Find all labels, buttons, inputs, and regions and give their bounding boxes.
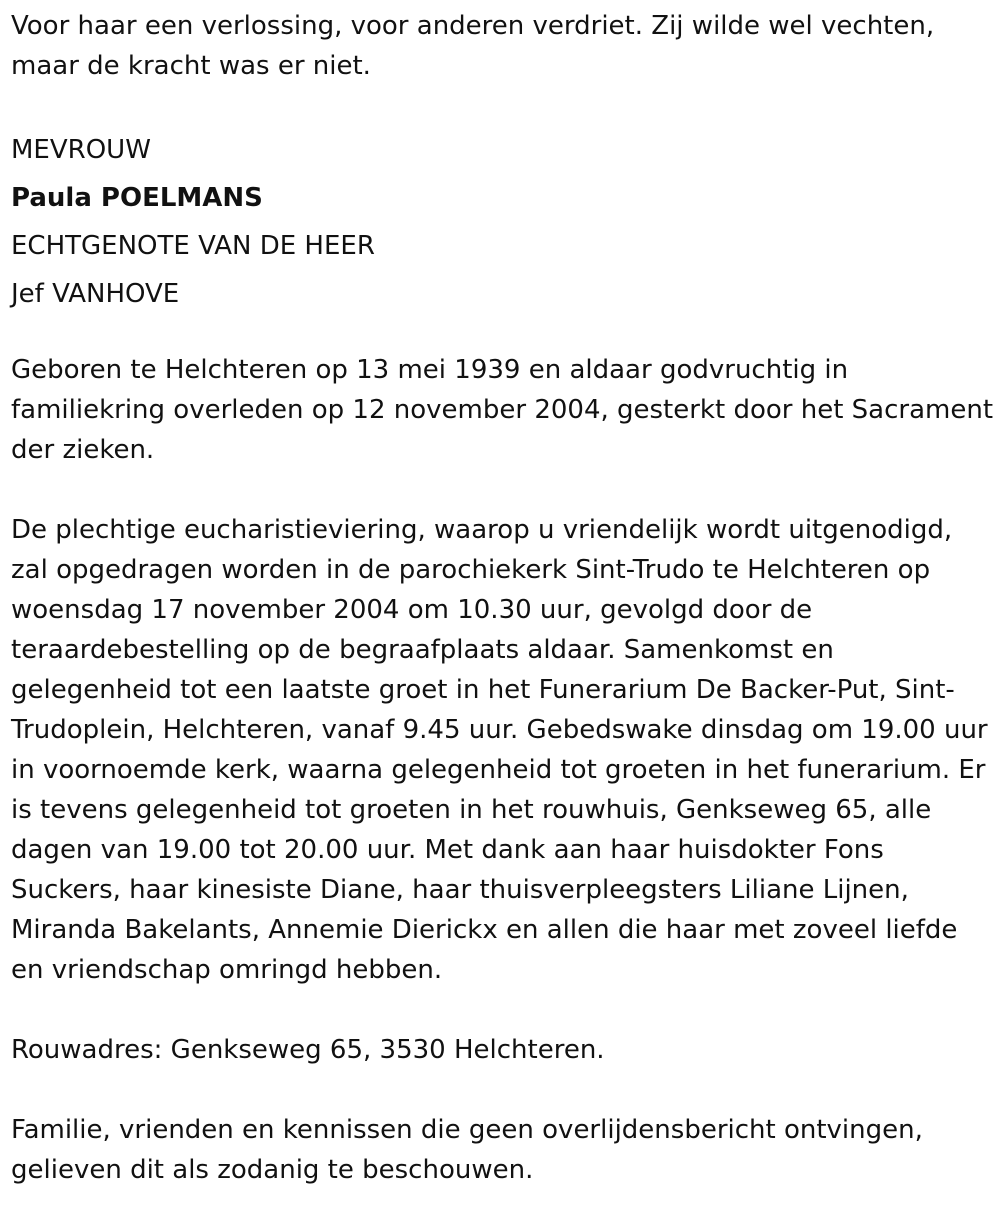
deceased-name: Paula POELMANS: [11, 183, 263, 213]
relation-line: ECHTGENOTE VAN DE HEER: [11, 231, 375, 261]
intro-paragraph: Voor haar een verlossing, voor anderen verdriet. Zij wilde wel vechten, maar de kracht was er niet.: [11, 11, 935, 81]
honorific: MEVROUW: [11, 135, 151, 165]
obituary-text: [11, 6, 996, 1190]
ceremony-paragraph: De plechtige eucharistieviering, waarop u vriendelijk wordt uitgenodigd, zal opgedragen worden in de parochiekerk Sint-Trudo te Helchteren op woensdag 17 november 2004 om 10.30 uur, gevolgd door de teraardebestelling op de begraafplaats aldaar. Samenkomst en gelegenheid tot een laatste groet in het Funerarium De Backer-Put, Sint-Trudoplein, Helchteren, vanaf 9.45 uur. Gebedswake dinsdag om 19.00 uur in voornoemde kerk, waarna gelegenheid tot groeten in het funerarium. Er is tevens gelegenheid tot groeten in het rouwhuis, Genkseweg 65, alle dagen van 19.00 tot 20.00 uur. Met dank aan haar huisdokter Fons Suckers, haar kinesiste Diane, haar thuisverpleegsters Liliane Lijnen, Miranda Bakelants, Annemie Dierickx en allen die haar met zoveel liefde en vriendschap omringd hebben.: [11, 515, 988, 985]
deceased-name-block: [11, 126, 996, 318]
mourning-address: Rouwadres: Genkseweg 65, 3530 Helchteren.: [11, 1035, 605, 1065]
birth-death-paragraph: Geboren te Helchteren op 13 mei 1939 en aldaar godvruchtig in familiekring overleden op 12 november 2004, gesterkt door het Sacrament der zieken.: [11, 355, 994, 465]
closing-paragraph: Familie, vrienden en kennissen die geen overlijdensbericht ontvingen, gelieven dit als zodanig te beschouwen.: [11, 1115, 923, 1185]
spouse-name: Jef VANHOVE: [11, 279, 180, 309]
